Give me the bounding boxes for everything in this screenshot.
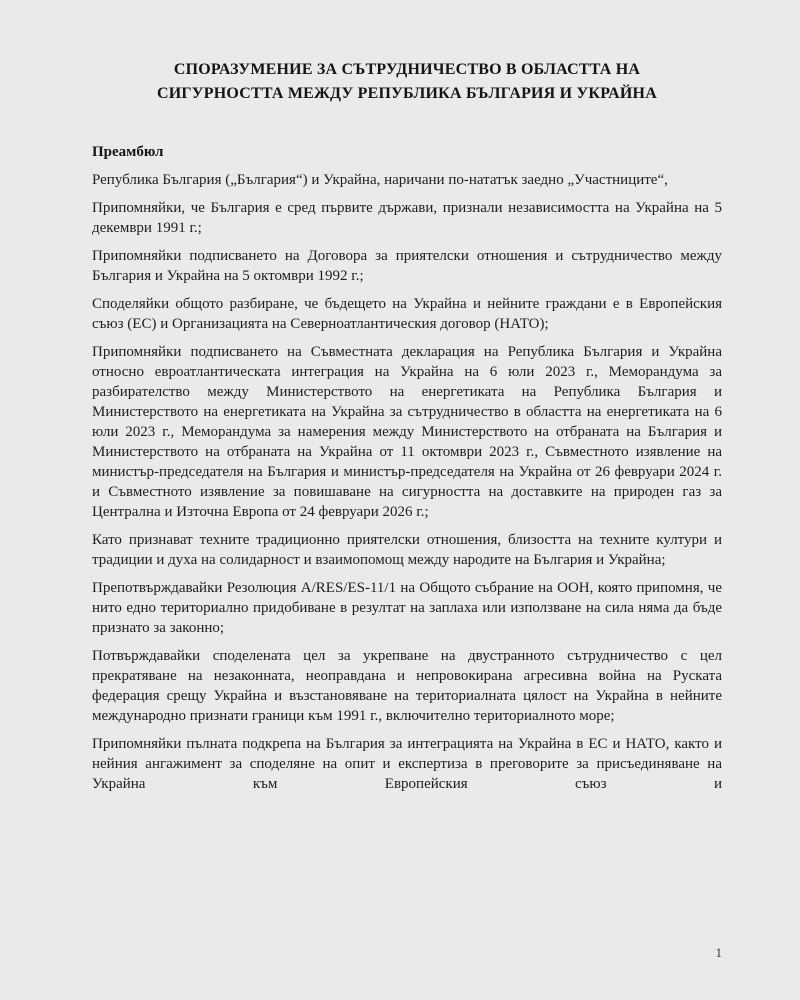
paragraph-recognizing-friendly-relations: Като признават техните традиционно приятелски отношения, близостта на техните култури и традиции и духа на солидарност и взаимопомощ между народите на България и Украйна;	[92, 532, 722, 568]
paragraph-parties: Република България („България“) и Украйна, наричани по-нататък заедно „Участниците“,	[92, 172, 668, 188]
paragraph-recalling-independence-1991: Припомняйки, че България е сред първите държави, признали независимостта на Украйна на 5 декември 1991 г.;	[92, 200, 722, 236]
section-heading-preamble: Преамбюл	[92, 144, 164, 160]
paragraph-recalling-treaty-1992: Припомняйки подписването на Договора за приятелски отношения и сътрудничество между България и Украйна на 5 октомври 1992 г.;	[92, 248, 722, 284]
page-number: 1	[715, 945, 722, 960]
paragraph-reaffirming-un-resolution: Препотвърждавайки Резолюция A/RES/ES-11/1 на Общото събрание на ООН, която припомня, че нито едно териториално придобиване в резултат на заплаха или използване на сила няма да бъде признато за законно;	[92, 580, 722, 636]
document-title-line-1: СПОРАЗУМЕНИЕ ЗА СЪТРУДНИЧЕСТВО В ОБЛАСТТА НА	[173, 61, 641, 78]
document-title-line-2: СИГУРНОСТТА МЕЖДУ РЕПУБЛИКА БЪЛГАРИЯ И УКРАЙНА	[157, 85, 657, 102]
document-title	[92, 58, 722, 106]
paragraph-recalling-full-support: Припомняйки пълната подкрепа на България за интеграцията на Украйна в ЕС и НАТО, както и нейния ангажимент за споделяне на опит и експертиза в преговорите за присъединяване на Украйна към Европейския съюз и	[92, 736, 722, 792]
paragraph-shared-understanding-eu-nato: Споделяйки общото разбиране, че бъдещето на Украйна и нейните граждани е в Европейския съюз (ЕС) и Организацията на Северноатлантическия договор (НАТО);	[92, 296, 722, 332]
paragraph-recalling-declarations-memoranda: Припомняйки подписването на Съвместната декларация на Република България и Украйна относно евроатлантическата интеграция на Украйна на 6 юли 2023 г., Меморандума за разбирателство между Министерството на енергетиката на Република България и Министерството на енергетиката на Украйна за сътрудничество в областта на енергетиката на 6 юли 2023 г., Меморандума за намерения между Министерството на отбраната на България и Министерството на отбраната на Украйна от 11 октомври 2023 г., Съвместното изявление на министър-председателя на България и министър-председателя на Украйна от 26 февруари 2024 г. и Съвместното изявление за повишаване на сигурността на доставките на природен газ за Централна и Източна Европа от 24 февруари 2026 г.;	[92, 344, 722, 520]
paragraph-confirming-shared-goal: Потвърждавайки споделената цел за укрепване на двустранното сътрудничество с цел прекратяване на незаконната, неоправдана и непровокирана агресивна война на Руската федерация срещу Украйна и възстановяване на териториалната цялост на Украйна в нейните международно признати граници към 1991 г., включително териториалното море;	[92, 648, 722, 724]
